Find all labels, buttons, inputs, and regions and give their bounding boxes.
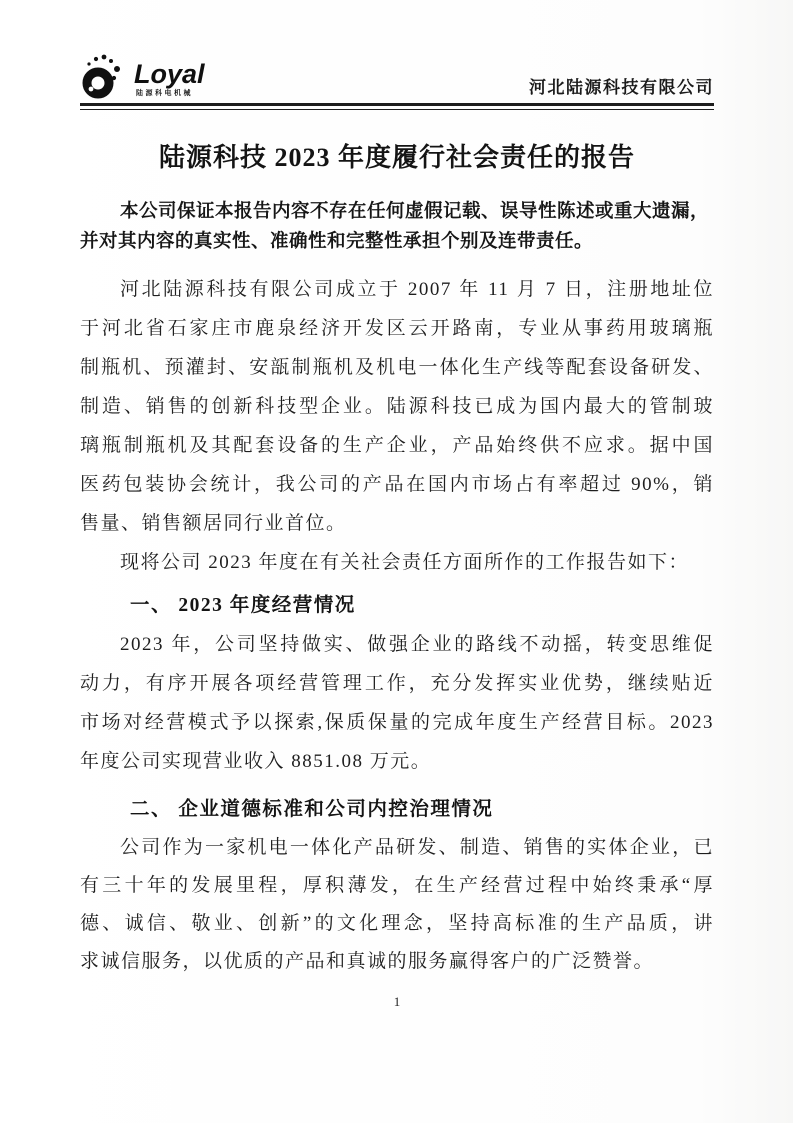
paragraph-line: 售量、销售额居同行业首位。 [80,513,347,534]
paragraph-line: 璃瓶制瓶机及其配套设备的生产企业，产品始终供不应求。据中国 [80,435,714,456]
declaration-paragraph [80,197,714,257]
paragraph-line: 2023 年，公司坚持做实、做强企业的路线不动摇，转变思维促 [120,634,714,655]
declaration-line: 本公司保证本报告内容不存在任何虚假记载、误导性陈述或重大遗漏， [120,202,710,222]
section-2-paragraph [80,829,714,981]
paragraph-line: 求诚信服务，以优质的产品和真诚的服务赢得客户的广泛赞誉。 [80,951,655,972]
paragraph-line: 年度公司实现营业收入 8851.08 万元。 [80,751,432,772]
logo-text-block [134,53,205,98]
intro-paragraph [80,270,714,543]
paragraph-line: 市场对经营模式予以探索,保质保量的完成年度生产经营目标。2023 [80,712,714,733]
declaration-line: 并对其内容的真实性、准确性和完整性承担个别及连带责任。 [80,232,594,252]
paragraph-line: 于河北省石家庄市鹿泉经济开发区云开路南，专业从事药用玻璃瓶 [80,318,714,339]
paragraph-line: 德、诚信、敬业、创新”的文化理念，坚持高标准的生产品质，讲 [80,913,714,934]
section-1-heading: 一、 2023 年度经营情况 [130,595,356,616]
page-header [80,0,714,101]
logo-wordmark: Loyal [134,59,205,89]
paragraph-line: 有三十年的发展里程，厚积薄发，在生产经营过程中始终秉承“厚 [80,875,714,896]
section-1-paragraph [80,625,714,781]
paragraph-line: 公司作为一家机电一体化产品研发、制造、销售的实体企业，已 [120,837,714,858]
paragraph-line: 制瓶机、预灌封、安瓿制瓶机及机电一体化生产线等配套设备研发、 [80,357,714,378]
transition-line: 现将公司 2023 年度在有关社会责任方面所作的工作报告如下： [120,552,690,573]
paragraph-line: 动力，有序开展各项经营管理工作，充分发挥实业优势，继续贴近 [80,673,714,694]
paragraph-line: 医药包装协会统计，我公司的产品在国内市场占有率超过 90%，销 [80,474,714,495]
paragraph-line: 河北陆源科技有限公司成立于 2007 年 11 月 7 日，注册地址位 [120,279,714,300]
logo-subtext: 陆源科电机械 [136,90,193,97]
report-title: 陆源科技 2023 年度履行社会责任的报告 [158,143,635,172]
loyal-logo [80,53,205,101]
logo-ring-icon [80,53,128,101]
paragraph-line: 制造、销售的创新科技型企业。陆源科技已成为国内最大的管制玻 [80,396,714,417]
section-2-heading: 二、 企业道德标准和公司内控治理情况 [130,799,494,820]
page-number: 1 [393,994,401,1009]
header-divider [80,103,714,110]
header-company-name: 河北陆源科技有限公司 [529,78,714,97]
